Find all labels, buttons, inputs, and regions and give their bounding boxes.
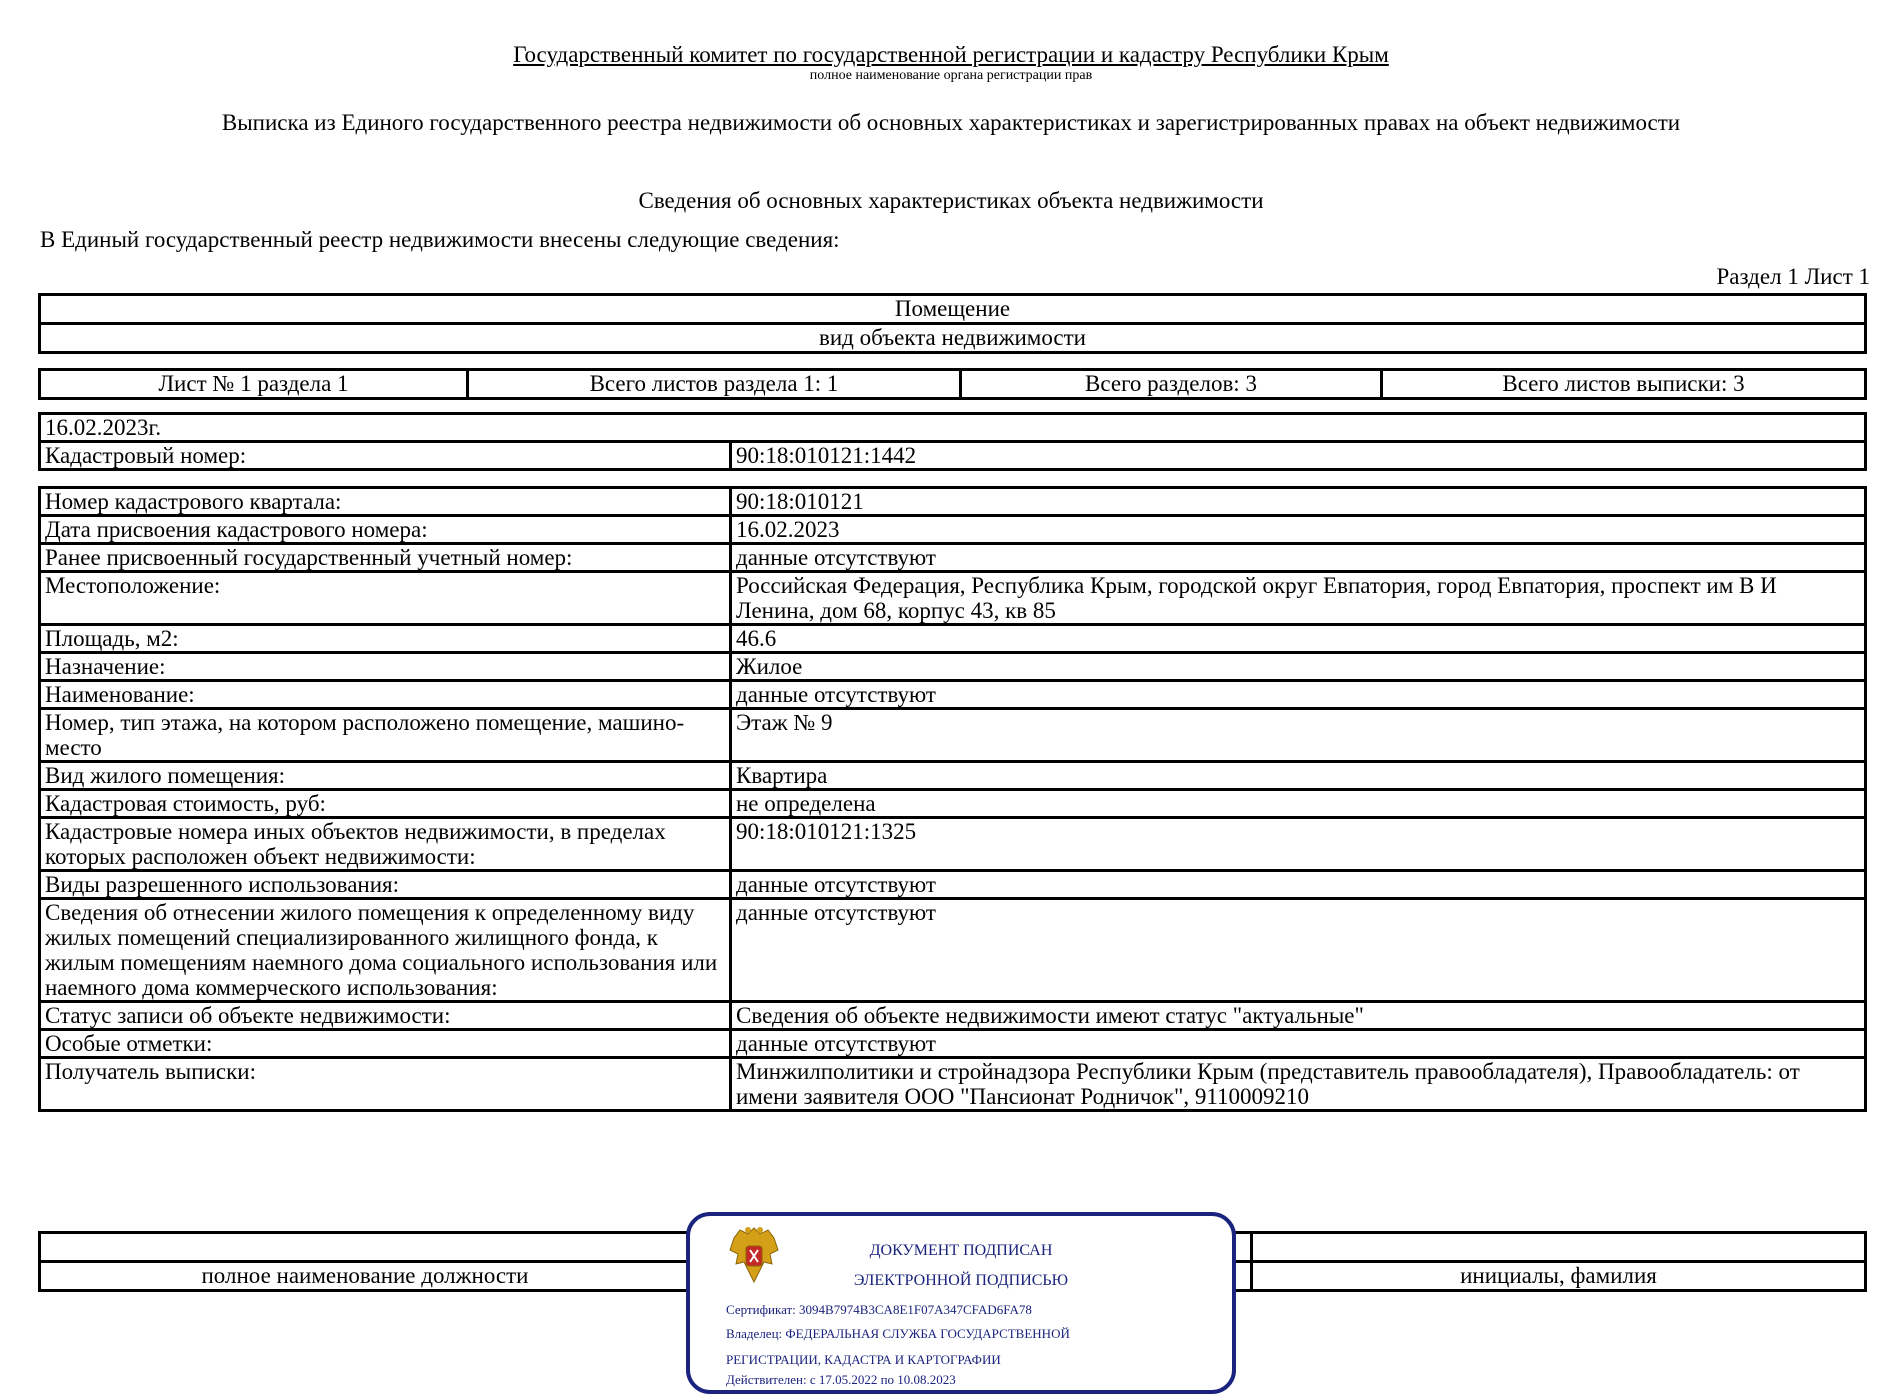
name-caption: инициалы, фамилия <box>1252 1262 1866 1291</box>
row-label: Вид жилого помещения: <box>40 762 731 790</box>
object-kind-table <box>38 293 1867 354</box>
organization-name: Государственный комитет по государственной регистрации и кадастру Республики Крым <box>513 42 1389 67</box>
object-kind: Помещение <box>40 295 1866 324</box>
total-sheets-extract: Всего листов выписки: 3 <box>1382 370 1866 399</box>
table-row <box>40 709 1866 762</box>
total-sections: Всего разделов: 3 <box>961 370 1382 399</box>
row-label: Номер, тип этажа, на котором расположено помещение, машино-место <box>40 709 731 762</box>
table-row <box>40 899 1866 1002</box>
row-label: Особые отметки: <box>40 1030 731 1058</box>
row-value: 90:18:010121:1325 <box>731 818 1866 871</box>
intro-text: В Единый государственный реестр недвижимости внесены следующие сведения: <box>40 227 840 252</box>
stamp-owner-line2: РЕГИСТРАЦИИ, КАДАСТРА И КАРТОГРАФИИ <box>726 1352 1001 1367</box>
row-value: данные отсутствуют <box>731 681 1866 709</box>
row-label: Кадастровая стоимость, руб: <box>40 790 731 818</box>
row-label: Назначение: <box>40 653 731 681</box>
row-value: данные отсутствуют <box>731 1030 1866 1058</box>
row-value: Российская Федерация, Республика Крым, городской округ Евпатория, город Евпатория, проспект им В И Ленина, дом 68, корпус 43, кв 85 <box>731 572 1866 625</box>
row-label: Виды разрешенного использования: <box>40 871 731 899</box>
row-label: Кадастровые номера иных объектов недвижимости, в пределах которых расположен объект недвижимости: <box>40 818 731 871</box>
stamp-validity: Действителен: с 17.05.2022 по 10.08.2023 <box>726 1372 956 1387</box>
total-sheets-section: Всего листов раздела 1: 1 <box>468 370 961 399</box>
row-value: не определена <box>731 790 1866 818</box>
table-row <box>40 790 1866 818</box>
row-label: Дата присвоения кадастрового номера: <box>40 516 731 544</box>
cadastral-number-label: Кадастровый номер: <box>40 442 731 470</box>
table-row <box>40 818 1866 871</box>
table-row <box>40 625 1866 653</box>
table-row <box>40 572 1866 625</box>
extract-date: 16.02.2023г. <box>40 414 1866 442</box>
sheet-number: Лист № 1 раздела 1 <box>40 370 468 399</box>
row-value: Минжилполитики и стройнадзора Республики Крым (представитель правообладателя), Правообладатель: от имени заявителя ООО "Пансионат Родничок", 9110009210 <box>731 1058 1866 1111</box>
position-caption: полное наименование должности <box>40 1262 691 1291</box>
table-row <box>40 1002 1866 1030</box>
stamp-title-line2: ЭЛЕКТРОННОЙ ПОДПИСЬЮ <box>853 1272 1069 1289</box>
row-label: Ранее присвоенный государственный учетный номер: <box>40 544 731 572</box>
row-value: 90:18:010121 <box>731 488 1866 516</box>
row-label: Наименование: <box>40 681 731 709</box>
stamp-owner-line1: Владелец: ФЕДЕРАЛЬНАЯ СЛУЖБА ГОСУДАРСТВЕННОЙ <box>726 1326 1070 1341</box>
object-kind-caption: вид объекта недвижимости <box>40 324 1866 353</box>
table-row <box>40 871 1866 899</box>
table-row <box>40 1058 1866 1111</box>
row-value: данные отсутствуют <box>731 871 1866 899</box>
table-row <box>40 1030 1866 1058</box>
row-value: данные отсутствуют <box>731 899 1866 1002</box>
sheets-table <box>38 368 1867 400</box>
row-value: Квартира <box>731 762 1866 790</box>
table-row <box>40 544 1866 572</box>
row-label: Сведения об отнесении жилого помещения к определенному виду жилых помещений специализированного жилищного фонда, к жилым помещениям наемного дома социального использования или наемного дома коммерческого использования: <box>40 899 731 1002</box>
stamp-certificate: Сертификат: 3094B7974B3CA8E1F07A347CFAD6FA78 <box>726 1302 1032 1317</box>
row-label: Площадь, м2: <box>40 625 731 653</box>
characteristics-table <box>38 486 1867 1112</box>
table-row <box>40 488 1866 516</box>
table-row <box>40 681 1866 709</box>
row-value: Этаж № 9 <box>731 709 1866 762</box>
section-title: Сведения об основных характеристиках объекта недвижимости <box>638 188 1264 213</box>
row-label: Получатель выписки: <box>40 1058 731 1111</box>
electronic-signature-stamp <box>686 1212 1236 1394</box>
row-value: Жилое <box>731 653 1866 681</box>
organization-caption: полное наименование органа регистрации прав <box>809 68 1093 83</box>
row-value: 46.6 <box>731 625 1866 653</box>
table-row <box>40 762 1866 790</box>
table-row <box>40 516 1866 544</box>
row-label: Номер кадастрового квартала: <box>40 488 731 516</box>
stamp-title-line1: ДОКУМЕНТ ПОДПИСАН <box>869 1242 1053 1259</box>
row-label: Статус записи об объекте недвижимости: <box>40 1002 731 1030</box>
page-reference: Раздел 1 Лист 1 <box>1716 264 1870 289</box>
table-row <box>40 653 1866 681</box>
head-table <box>38 412 1867 471</box>
row-value: Сведения об объекте недвижимости имеют статус "актуальные" <box>731 1002 1866 1030</box>
row-value: 16.02.2023 <box>731 516 1866 544</box>
document-title: Выписка из Единого государственного реестра недвижимости об основных характеристиках и зарегистрированных правах на объект недвижимости <box>221 110 1681 135</box>
cadastral-number-value: 90:18:010121:1442 <box>731 442 1866 470</box>
row-label: Местоположение: <box>40 572 731 625</box>
row-value: данные отсутствуют <box>731 544 1866 572</box>
